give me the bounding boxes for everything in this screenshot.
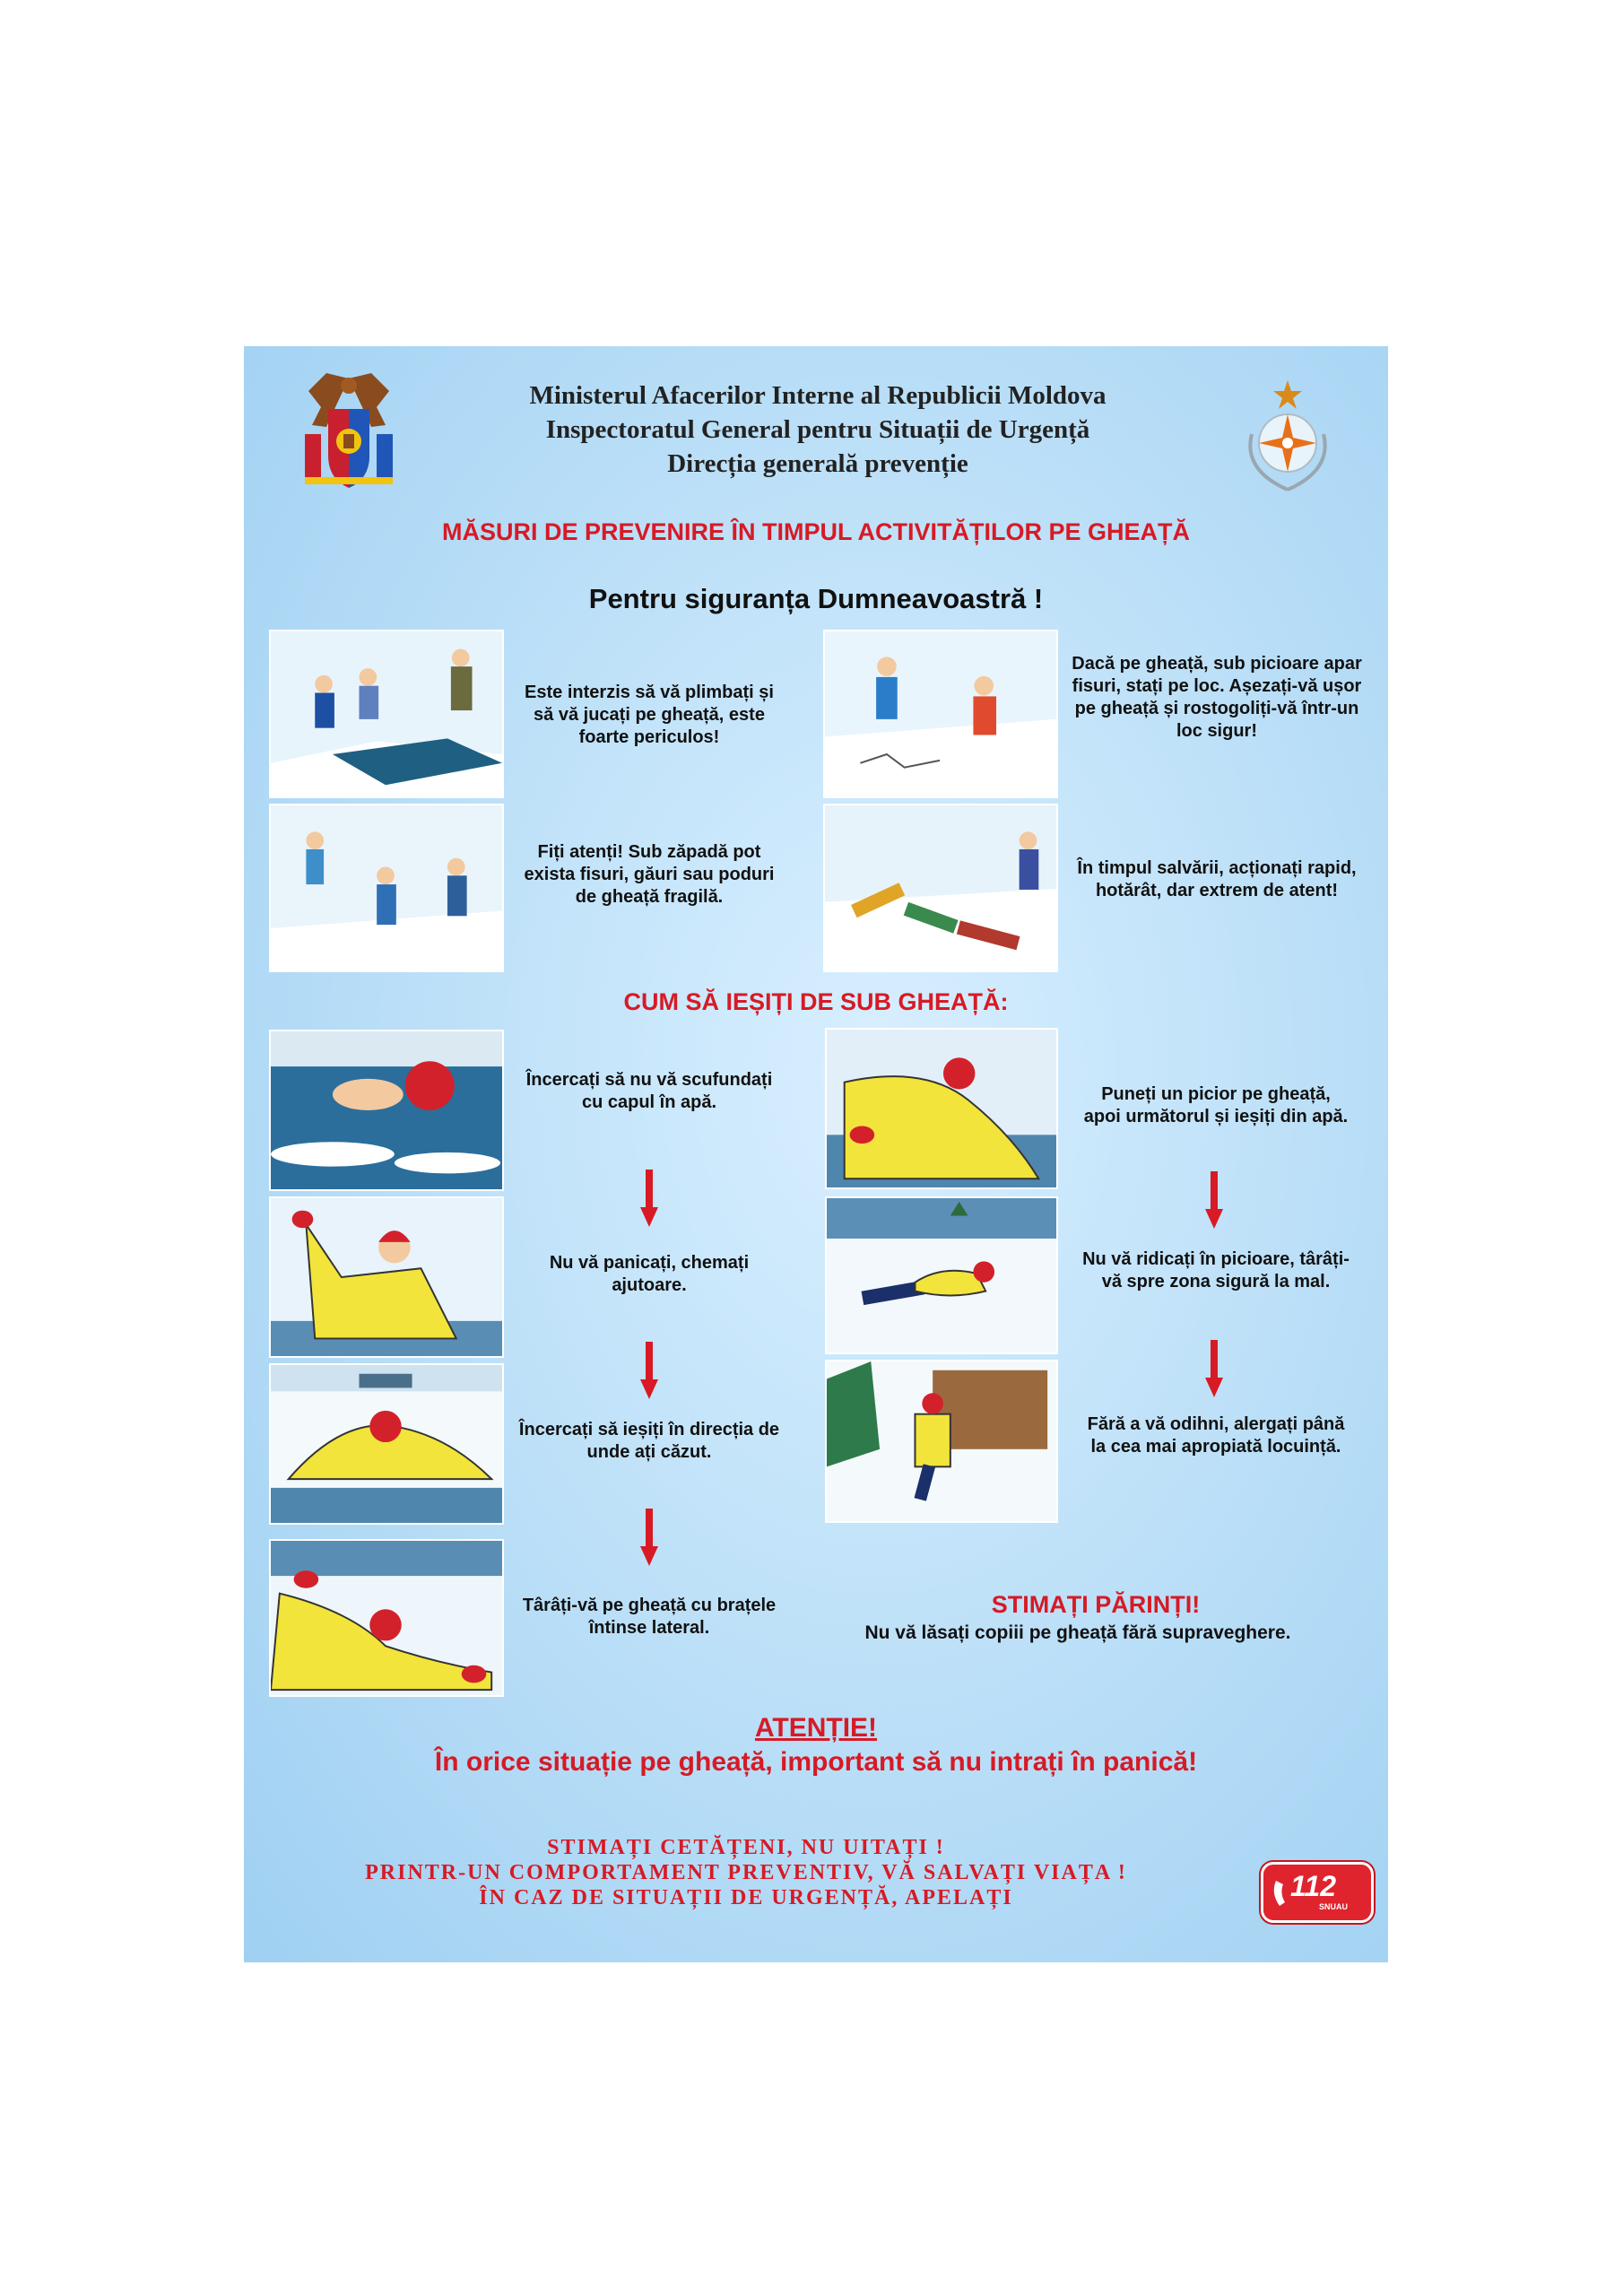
footer-line-2: PRINTR-UN COMPORTAMENT PREVENTIV, VĂ SALVAȚI VIAȚA ! bbox=[365, 1861, 1127, 1884]
step-left-4: Târâți-vă pe gheață cu brațele întinse lateral. bbox=[522, 1596, 777, 1638]
arrow-down-icon bbox=[1205, 1340, 1223, 1402]
step-left-3: Încercați să ieșiți în direcția de unde ați căzut. bbox=[518, 1420, 780, 1462]
arrow-down-icon bbox=[640, 1342, 658, 1404]
footer-line-1: STIMAȚI CETĂȚENI, NU UITAȚI ! bbox=[547, 1836, 945, 1859]
illustration-ice-cracks bbox=[823, 630, 1058, 798]
header-line-3: Direcția generală prevenție bbox=[667, 449, 968, 478]
illustration-rescue-chain bbox=[823, 804, 1058, 972]
subtitle: Pentru siguranța Dumneavoastră ! bbox=[588, 583, 1044, 614]
illustration-crawling-to-shore bbox=[825, 1196, 1058, 1354]
attention-title: ATENȚIE! bbox=[754, 1713, 878, 1743]
step-left-2: Nu vă panicați, chemați ajutoare. bbox=[549, 1253, 750, 1295]
phone-icon bbox=[1274, 1881, 1285, 1906]
illustration-head-above-water bbox=[269, 1030, 504, 1191]
main-title: MĂSURI DE PREVENIRE ÎN TIMPUL ACTIVITĂȚILOR PE GHEAȚĂ bbox=[441, 518, 1191, 545]
step-right-2: Nu vă ridicați în picioare, târâți-vă spre zona sigură la mal. bbox=[1082, 1249, 1350, 1292]
header-line-1: Ministerul Afacerilor Interne al Republicii Moldova bbox=[529, 381, 1107, 410]
emergency-number: 112 bbox=[1290, 1870, 1337, 1902]
illustration-running-home bbox=[825, 1360, 1058, 1523]
emergency-112-badge bbox=[1261, 1862, 1374, 1923]
arrow-down-icon bbox=[640, 1509, 658, 1570]
safety-poster bbox=[244, 346, 1388, 1962]
parents-text: Nu vă lăsați copiii pe gheață fără supraveghere. bbox=[864, 1622, 1291, 1643]
arrow-down-icon bbox=[640, 1170, 658, 1231]
prevention-text-1: Este interzis să vă plimbați și să vă jucați pe gheață, este foarte periculos! bbox=[525, 683, 774, 747]
prevention-text-3: Dacă pe gheață, sub picioare apar fisuri, stați pe loc. Așezați-vă ușor pe gheață și rostogoliți-vă într-un loc sigur! bbox=[1072, 654, 1362, 741]
prevention-text-4: În timpul salvării, acționați rapid, hotărât, dar extrem de atent! bbox=[1077, 858, 1357, 900]
illustration-crawling-on-ice bbox=[269, 1539, 504, 1697]
parents-title: STIMAȚI PĂRINȚI! bbox=[991, 1591, 1201, 1618]
illustration-exiting-toward-origin bbox=[269, 1363, 504, 1525]
header-line-2: Inspectoratul General pentru Situații de Urgență bbox=[545, 415, 1090, 444]
illustration-kids-playing-snow bbox=[269, 804, 504, 972]
illustration-calling-for-help bbox=[269, 1196, 504, 1358]
step-left-1: Încercați să nu vă scufundați cu capul în apă. bbox=[525, 1070, 773, 1112]
illustration-leg-on-ice bbox=[825, 1028, 1058, 1189]
prevention-text-2: Fiți atenți! Sub zăpadă pot exista fisuri, găuri sau poduri de gheață fragilă. bbox=[524, 842, 775, 907]
emergency-sub: SNUAU bbox=[1319, 1902, 1349, 1911]
footer-line-3: ÎN CAZ DE SITUAȚII DE URGENȚĂ, APELAȚI bbox=[479, 1886, 1013, 1909]
illustration-kids-on-ice bbox=[269, 630, 504, 798]
step-right-1: Puneți un picior pe gheață, apoi următorul și ieșiți din apă. bbox=[1083, 1084, 1349, 1126]
section-title-escape: CUM SĂ IEȘIȚI DE SUB GHEAȚĂ: bbox=[623, 988, 1009, 1015]
attention-text: În orice situație pe gheață, important să nu intrați în panică! bbox=[434, 1747, 1198, 1777]
arrow-down-icon bbox=[1205, 1171, 1223, 1233]
coat-of-arms-icon bbox=[299, 371, 398, 497]
emergency-emblem-icon bbox=[1234, 371, 1341, 497]
step-right-3: Fără a vă odihni, alergați până la cea mai apropiată locuință. bbox=[1087, 1414, 1345, 1457]
